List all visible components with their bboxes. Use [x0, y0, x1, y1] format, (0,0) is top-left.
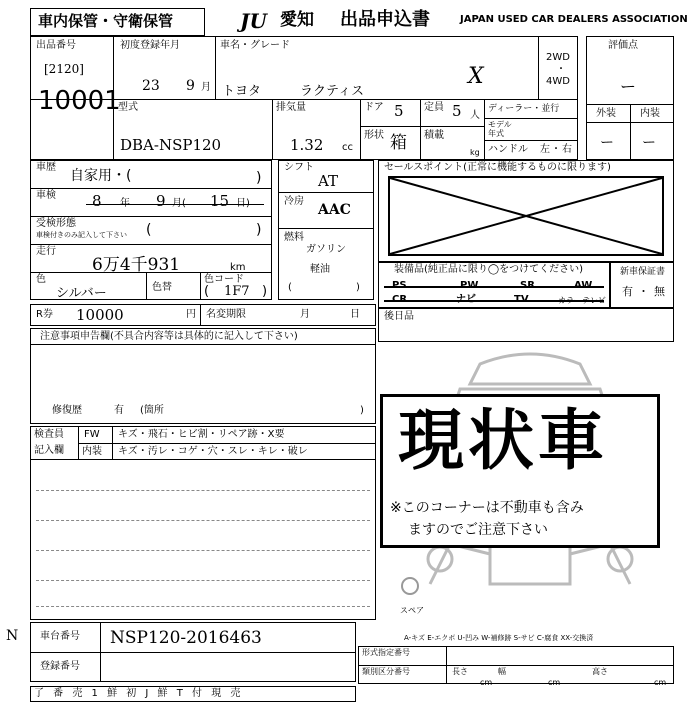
door-label: ドア	[364, 102, 384, 113]
r-amount-label: R券	[36, 309, 53, 320]
equip-navi: ナビ	[456, 294, 476, 305]
fuel-close: )	[356, 282, 360, 293]
car-name-label: 車名・グレード	[220, 40, 290, 51]
fuel-open: (	[288, 282, 292, 293]
warranty-label: 新車保証書	[620, 267, 666, 277]
capacity-value: 5	[452, 102, 462, 120]
equip-aw: AW	[574, 280, 593, 291]
inspection-month: 9	[156, 192, 166, 210]
reception-close: )	[256, 222, 262, 238]
writing-area	[30, 460, 376, 620]
repair-close: )	[360, 405, 364, 416]
model-value: DBA-NSP120	[120, 136, 222, 154]
equip-ps: PS	[392, 280, 407, 291]
drive-4wd: 4WD	[546, 76, 570, 87]
chassis-value: NSP120-2016463	[110, 628, 262, 648]
reception-open: (	[146, 222, 152, 238]
category-number-label: 類別区分番号	[362, 667, 410, 676]
color-label: 色	[36, 274, 46, 285]
handle-label: ハンドル	[488, 144, 528, 155]
equip-pw: PW	[460, 280, 479, 291]
reception-note: 車検付きのみ記入して下さい	[36, 231, 127, 239]
ac-value: AAC	[318, 202, 351, 218]
drive-dot: ・	[556, 64, 566, 75]
model-label: 型式	[118, 102, 138, 113]
lot-number: 10001	[38, 86, 121, 116]
warranty-yes: 有	[622, 285, 633, 298]
ac-label: 冷房	[284, 196, 304, 207]
color-change-label: 色替	[152, 282, 172, 293]
history-label: 車歴	[36, 162, 56, 173]
interior-value: ー	[642, 135, 656, 151]
ju-logo: JU	[240, 9, 267, 33]
equip-cr: CR	[392, 294, 408, 305]
handle-right: 右	[562, 144, 572, 155]
length-label: 長さ	[452, 667, 468, 676]
r-amount-unit: 円	[186, 309, 196, 320]
shift-value: AT	[318, 172, 339, 190]
mileage-value: 6万4千931	[92, 255, 181, 275]
spare-wheel-icon	[402, 578, 418, 594]
name-change-label: 名変期限	[206, 309, 246, 320]
history-close: )	[256, 170, 262, 186]
inspector-label2: 記入欄	[34, 445, 64, 456]
current-condition-note1: ※このコーナーは不動車も含み	[390, 500, 584, 516]
warranty-dot: ・	[638, 285, 649, 298]
reception-label: 受検形態	[36, 218, 76, 229]
rear-items-box	[378, 308, 674, 342]
fuel-light-oil: 軽油	[310, 264, 330, 275]
inspection-day: 15	[210, 192, 230, 210]
form-title: 出品申込書	[340, 9, 430, 30]
fuel-label: 燃料	[284, 232, 304, 243]
inspector-fw-items: キズ・飛石・ヒビ割・リペア跡・X要	[118, 429, 285, 440]
registration-month: 9	[186, 78, 195, 94]
history-value: 自家用・(	[70, 168, 132, 184]
car-make: トヨタ	[222, 84, 262, 99]
rating-value: ー	[620, 77, 637, 96]
displacement-label: 排気量	[276, 102, 306, 113]
car-grade: X	[468, 64, 484, 89]
exterior-value: ー	[600, 135, 614, 151]
inspection-month-unit: 月(	[172, 198, 186, 209]
category-label: 車内保管・守衛保管	[38, 12, 174, 30]
load-label: 積載	[424, 130, 444, 141]
lot-label: 出品番号	[36, 40, 76, 51]
notes-label: 注意事項申告欄(不具合内容等は具体的に記入して下さい)	[40, 331, 298, 342]
lot-bracket: [2120]	[44, 62, 84, 76]
shift-label: シフト	[284, 162, 314, 173]
model-year-label: モデル	[488, 120, 512, 129]
color-code-value: 1F7	[224, 284, 250, 299]
rear-items-label: 後日品	[384, 311, 414, 322]
load-unit: kg	[470, 148, 480, 157]
registration-month-unit: 月	[201, 82, 211, 93]
interior-label: 内装	[640, 108, 660, 119]
exterior-label: 外装	[596, 108, 616, 119]
name-change-day: 日	[350, 309, 360, 320]
current-condition-note2: ますのでご注意下さい	[408, 522, 548, 538]
registration-year: 23	[142, 78, 160, 94]
spare-label: スペア	[400, 606, 424, 615]
drive-2wd: 2WD	[546, 52, 570, 63]
height-label: 高さ	[592, 667, 608, 676]
length-unit: cm	[480, 678, 493, 687]
year-label: 年式	[488, 129, 504, 138]
org-name: 愛知	[280, 10, 314, 30]
inspector-in-items: キズ・汚レ・コゲ・穴・スレ・キレ・破レ	[118, 446, 308, 457]
color-code-close: )	[262, 284, 268, 299]
fuel-gasoline: ガソリン	[306, 244, 346, 255]
inspector-fw: FW	[84, 429, 100, 440]
footer-text: 了 番 売 1 鮮 初 J 鮮 T 付 現 売	[34, 688, 244, 699]
repair-has: 有	[114, 405, 124, 416]
displacement-unit: cc	[342, 142, 353, 153]
association-name: JAPAN USED CAR DEALERS ASSOCIATION	[460, 14, 688, 25]
inspection-year-unit: 年	[120, 198, 130, 209]
mileage-label: 走行	[36, 246, 56, 257]
door-value: 5	[394, 102, 404, 120]
warranty-no: 無	[654, 285, 665, 298]
inspection-day-unit: 日)	[236, 198, 250, 209]
equip-color-tv: カラーテレビ	[558, 296, 606, 305]
inspection-label: 車検	[36, 190, 56, 201]
equip-sr: SR	[520, 280, 535, 291]
repair-place: (箇所	[140, 405, 164, 416]
shape-value: 箱	[390, 133, 407, 153]
inspector-label1: 検査員	[34, 429, 64, 440]
width-label: 幅	[498, 667, 506, 676]
current-condition-title: 現状車	[398, 402, 608, 479]
width-unit: cm	[548, 678, 561, 687]
capacity-unit: 人	[470, 110, 480, 121]
chassis-margin-mark: N	[6, 628, 19, 644]
repair-label: 修復歴	[52, 405, 82, 416]
designation-label: 形式指定番号	[362, 648, 410, 657]
shape-label: 形状	[364, 130, 384, 141]
name-change-month: 月	[300, 309, 310, 320]
color-code-open: (	[204, 284, 210, 299]
equip-tv: TV	[514, 294, 529, 305]
displacement-value: 1.32	[290, 136, 324, 154]
rating-label: 評価点	[608, 40, 638, 51]
chassis-label: 車台番号	[40, 631, 80, 642]
reg-number-label: 登録番号	[40, 661, 80, 672]
car-model: ラクティス	[300, 84, 364, 99]
sales-points-cross	[388, 176, 664, 256]
color-code-label: 色コード	[204, 274, 244, 285]
registration-label: 初度登録年月	[120, 40, 180, 51]
mileage-unit: km	[230, 262, 246, 273]
inspector-in: 内装	[82, 446, 102, 457]
handle-left: 左	[540, 144, 550, 155]
color-value: シルバー	[56, 286, 107, 301]
capacity-label: 定員	[424, 102, 444, 113]
damage-legend: A-キズ E-エクボ U-凹み W-補修跡 S-サビ C-腐食 XX-交換済	[404, 634, 594, 642]
r-amount-value: 10000	[76, 306, 124, 324]
equipment-label: 装備品(純正品に限り◯をつけてください)	[394, 264, 583, 275]
sales-points-label: セールスポイント(正常に機能するものに限ります)	[384, 162, 611, 173]
height-unit: cm	[654, 678, 667, 687]
inspection-year: 8	[92, 192, 102, 210]
dealer-label: ディーラー・並行	[488, 104, 560, 114]
handle-dot: ・	[551, 144, 561, 155]
